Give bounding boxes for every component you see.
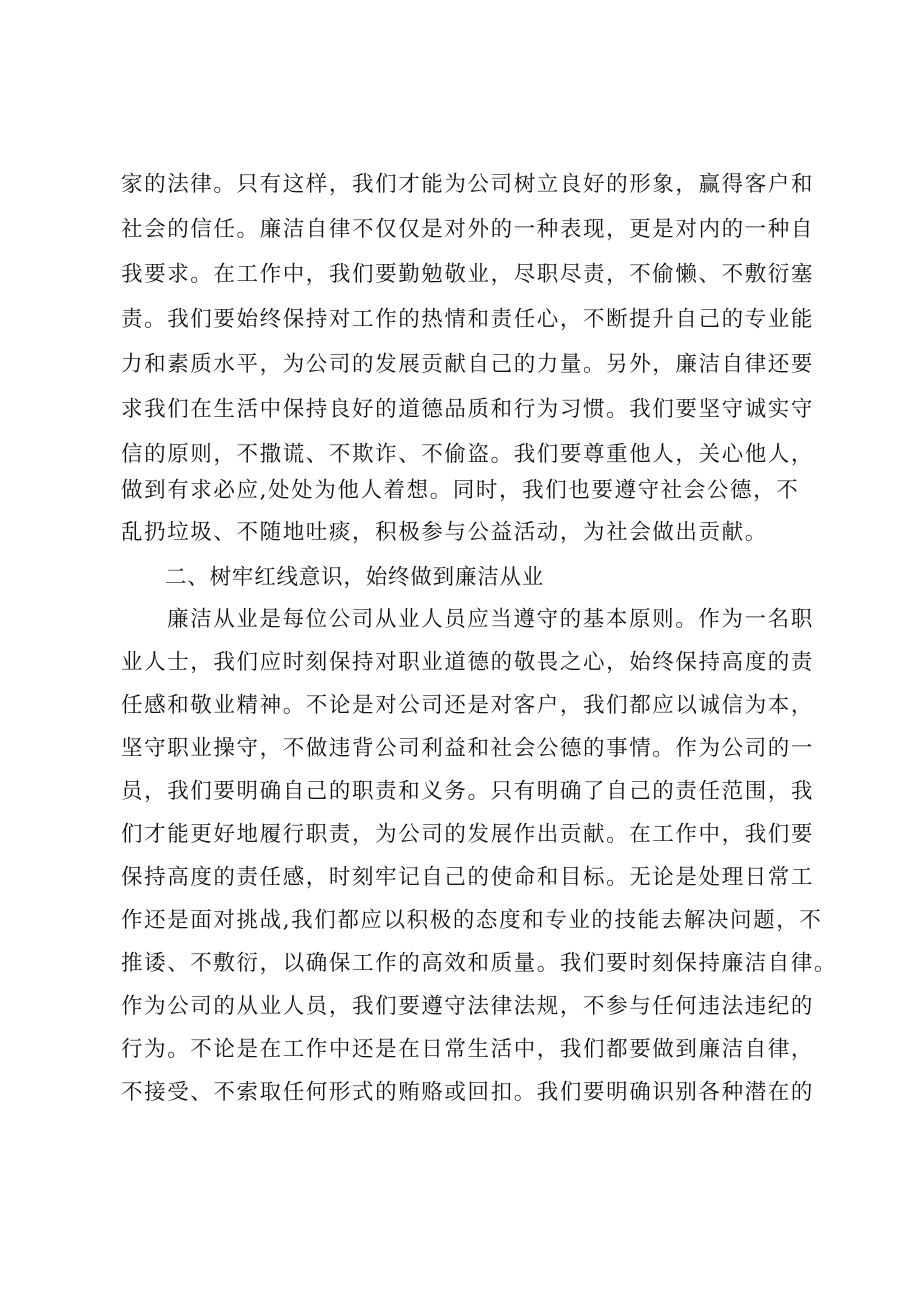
- paragraph-line: 业人士，我们应时刻保持对职业道德的敬畏之心，始终保持高度的责: [121, 650, 815, 675]
- paragraph-first-line: 廉洁从业是每位公司从业人员应当遵守的基本原则。作为一名职: [167, 607, 814, 632]
- paragraph-line: 推诿、不敷衍，以确保工作的高效和质量。我们要时刻保持廉洁自律。: [121, 951, 838, 976]
- paragraph-line: 不接受、不索取任何形式的贿赂或回扣。我们要明确识别各种潜在的: [121, 1080, 815, 1105]
- paragraph-line: 做到有求必应,处处为他人着想。同时，我们也要遵守社会公德，不: [121, 478, 800, 503]
- paragraph-line: 保持高度的责任感，时刻牢记自己的使命和目标。无论是处理日常工: [121, 865, 815, 890]
- paragraph-line: 员，我们要明确自己的职责和义务。只有明确了自己的责任范围，我: [121, 779, 815, 804]
- section-heading: 二、树牢红线意识，始终做到廉洁从业: [165, 565, 545, 590]
- paragraph-line: 作为公司的从业人员，我们要遵守法律法规，不参与任何违法违纪的: [121, 994, 815, 1019]
- paragraph-line: 坚守职业操守，不做违背公司利益和社会公德的事情。作为公司的一: [121, 736, 815, 761]
- paragraph-line: 求我们在生活中保持良好的道德品质和行为习惯。我们要坚守诚实守: [121, 397, 815, 422]
- paragraph-line: 行为。不论是在工作中还是在日常生活中，我们都要做到廉洁自律，: [121, 1037, 815, 1062]
- paragraph-line: 作还是面对挑战,我们都应以积极的态度和专业的技能去解决问题，不: [121, 908, 823, 933]
- paragraph-line: 社会的信任。廉洁自律不仅仅是对外的一种表现，更是对内的一种自: [121, 217, 815, 242]
- paragraph-line: 家的法律。只有这样，我们才能为公司树立良好的形象，赢得客户和: [121, 172, 815, 197]
- paragraph-line: 力和素质水平，为公司的发展贡献自己的力量。另外，廉洁自律还要: [121, 352, 815, 377]
- paragraph-line: 们才能更好地履行职责，为公司的发展作出贡献。在工作中，我们要: [121, 822, 815, 847]
- paragraph-line: 我要求。在工作中，我们要勤勉敬业，尽职尽责，不偷懒、不敷衍塞: [121, 262, 815, 287]
- paragraph-line: 责。我们要始终保持对工作的热情和责任心，不断提升自己的专业能: [121, 307, 815, 332]
- paragraph-line: 乱扔垃圾、不随地吐痰，积极参与公益活动，为社会做出贡献。: [121, 520, 768, 545]
- paragraph-line: 信的原则，不撒谎、不欺诈、不偷盗。我们要尊重他人，关心他人，: [121, 442, 815, 467]
- paragraph-line: 任感和敬业精神。不论是对公司还是对客户，我们都应以诚信为本，: [121, 693, 815, 718]
